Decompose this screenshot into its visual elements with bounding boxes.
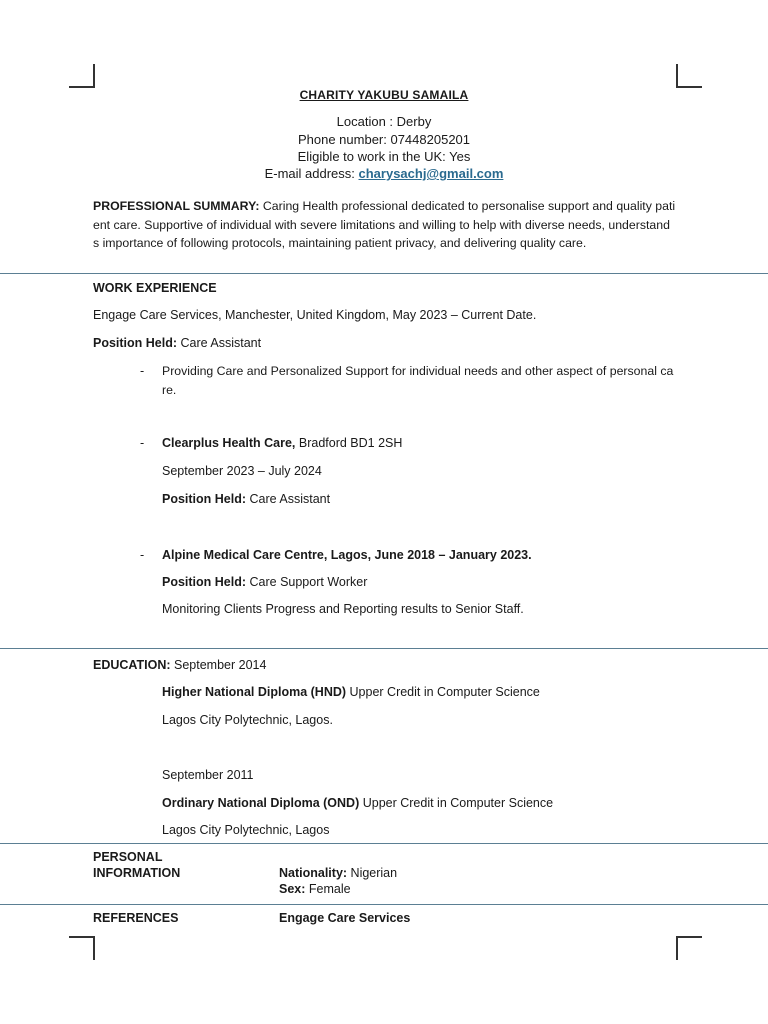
phone-line: Phone number: 07448205201 <box>297 132 471 147</box>
crop-mark-top-right <box>676 64 702 88</box>
section-divider <box>0 273 768 274</box>
sex-value: Female <box>305 882 351 896</box>
nationality-label: Nationality: <box>279 866 348 880</box>
sex-label: Sex: <box>279 882 306 896</box>
degree1-detail: Upper Credit in Computer Science <box>346 685 540 699</box>
professional-summary <box>93 197 676 253</box>
reference-1: Engage Care Services <box>279 911 411 925</box>
personal-heading-line1: PERSONAL <box>93 850 163 864</box>
school1: Lagos City Polytechnic, Lagos. <box>162 713 333 727</box>
degree1-label: Higher National Diploma (HND) <box>162 685 347 699</box>
job3-duty: Monitoring Clients Progress and Reporting results to Senior Staff. <box>162 602 524 616</box>
job1-position-value: Care Assistant <box>177 336 262 350</box>
personal-heading-line2: INFORMATION <box>93 866 181 880</box>
work-experience-heading: WORK EXPERIENCE <box>93 281 217 295</box>
crop-mark-bottom-left <box>69 936 95 960</box>
section-divider <box>0 843 768 844</box>
degree2-detail: Upper Credit in Computer Science <box>359 796 554 810</box>
crop-mark-bottom-right <box>676 936 702 960</box>
job3-employer-line: Alpine Medical Care Centre, Lagos, June 2018 – January 2023. <box>162 548 532 562</box>
eligibility-line: Eligible to work in the UK: Yes <box>297 149 471 164</box>
candidate-name: CHARITY YAKUBU SAMAILA <box>299 88 469 102</box>
job1-position-label: Position Held: <box>93 336 178 350</box>
summary-text: Caring Health professional dedicated to personalise support and quality patient care. Supportive of individual with severe limitations and willing to help with diverse needs, understands importance of following protocols, maintaining patient privacy, and delivering quality care. <box>93 199 676 250</box>
education-heading-line <box>93 658 266 672</box>
nationality-line <box>279 866 397 880</box>
job2-position <box>162 492 330 506</box>
degree2-line <box>162 796 553 810</box>
summary-label: PROFESSIONAL SUMMARY: <box>93 199 260 213</box>
nationality-value: Nigerian <box>347 866 398 880</box>
email-link[interactable]: charysachj@gmail.com <box>358 166 504 181</box>
sex-line <box>279 882 351 896</box>
job3-position-label: Position Held: <box>162 575 247 589</box>
bullet-dash: - <box>140 436 145 450</box>
section-divider <box>0 904 768 905</box>
job2-position-value: Care Assistant <box>246 492 331 506</box>
school2: Lagos City Polytechnic, Lagos <box>162 823 330 837</box>
job2-employer-line <box>162 436 402 450</box>
education-date-2: September 2011 <box>162 768 254 782</box>
job2-employer: Clearplus Health Care, <box>162 436 296 450</box>
job1-position <box>93 336 261 350</box>
email-line <box>0 166 768 181</box>
job3-position-value: Care Support Worker <box>246 575 368 589</box>
email-label: E-mail address: <box>264 166 359 181</box>
crop-mark-top-left <box>69 64 95 88</box>
job1-duty: Providing Care and Personalized Support for individual needs and other aspect of personal care. <box>162 364 674 397</box>
job3-position <box>162 575 367 589</box>
degree1-line <box>162 685 540 699</box>
job2-location: Bradford BD1 2SH <box>295 436 403 450</box>
job1-employer-line: Engage Care Services, Manchester, United Kingdom, May 2023 – Current Date. <box>93 308 537 322</box>
degree2-label: Ordinary National Diploma (OND) <box>162 796 360 810</box>
job2-dates: September 2023 – July 2024 <box>162 464 322 478</box>
job2-position-label: Position Held: <box>162 492 247 506</box>
education-date-1: September 2014 <box>170 658 267 672</box>
location-line: Location : Derby <box>336 114 432 129</box>
bullet-dash: - <box>140 548 145 562</box>
section-divider <box>0 648 768 649</box>
references-heading: REFERENCES <box>93 911 179 925</box>
bullet-dash: - <box>140 364 145 378</box>
education-heading: EDUCATION: <box>93 658 171 672</box>
